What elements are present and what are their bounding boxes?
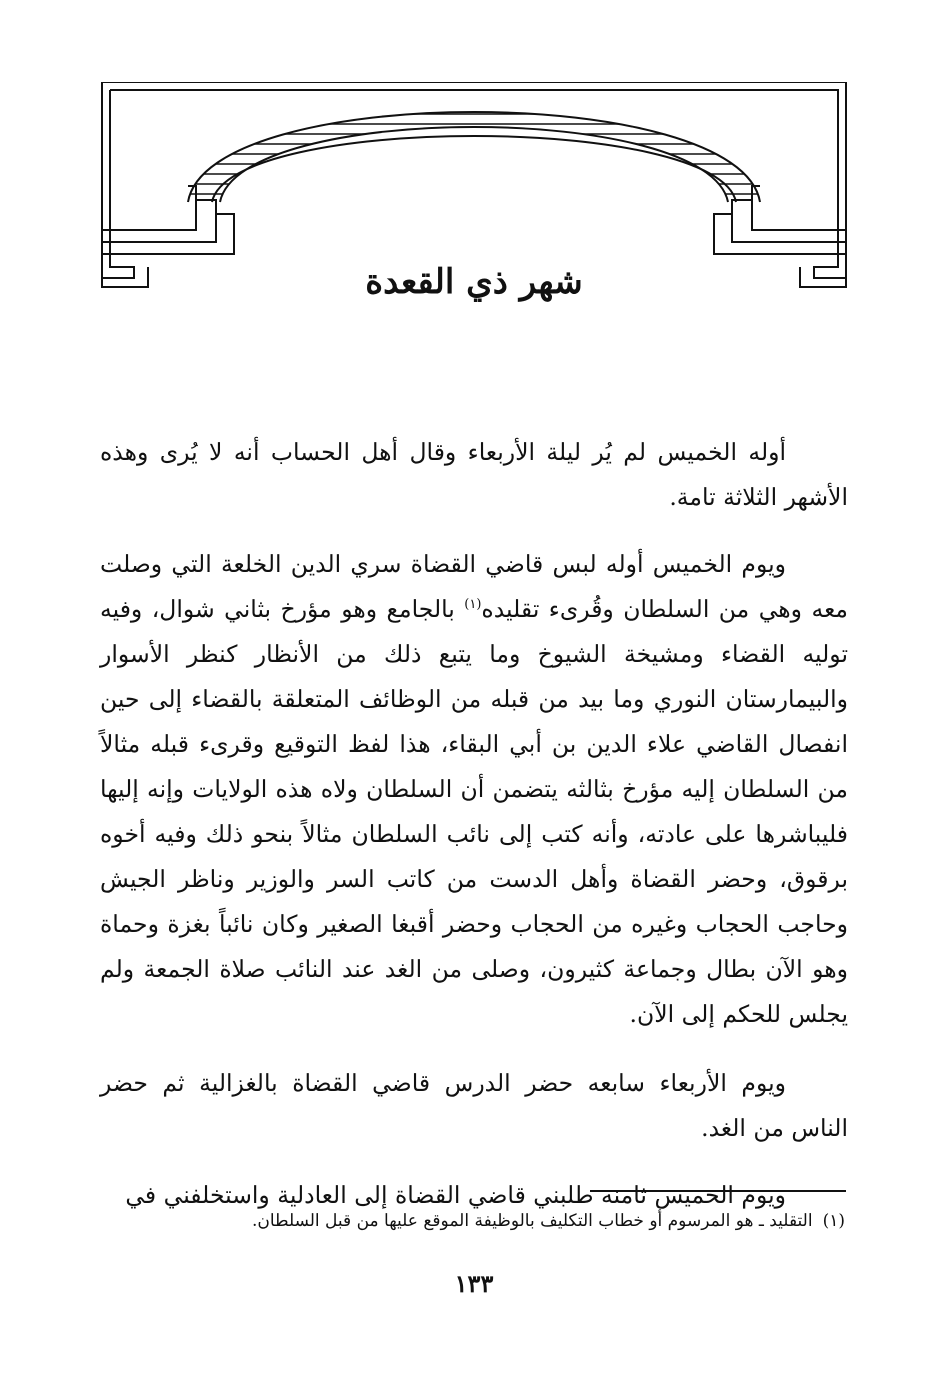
chapter-title: شهر ذي القعدة — [365, 262, 583, 302]
page-number: ١٣٣ — [454, 1269, 494, 1298]
paragraph-2-before-ref: ويوم الخميس أوله لبس قاضي القضاة سري الدين الخلعة التي وصلت معه وهي من السلطان وقُرىء تقليده — [100, 550, 848, 623]
footnote-text: التقليد ـ هو المرسوم أو خطاب التكليف بالوظيفة الموقع عليها من قبل السلطان. — [251, 1211, 813, 1231]
footnote — [100, 1206, 845, 1236]
paragraph-1: أوله الخميس لم يُر ليلة الأربعاء وقال أهل الحساب أنه لا يُرى وهذه الأشهر الثلاثة تامة. — [100, 438, 848, 511]
paragraph-4: ويوم الخميس ثامنه طلبني قاضي القضاة إلى العادلية واستخلفني في — [125, 1181, 786, 1209]
footnote-reference[interactable]: (١) — [464, 597, 482, 613]
paragraph-3: ويوم الأربعاء سابعه حضر الدرس قاضي القضاة بالغزالية ثم حضر الناس من الغد. — [100, 1069, 848, 1142]
paragraph-2 — [100, 542, 848, 1037]
body-text — [100, 430, 848, 1218]
paragraph-2-after-ref: بالجامع وهو مؤرخ بثاني شوال، وفيه توليه القضاء ومشيخة الشيوخ وما يتبع ذلك من الأنظار كنظر الأسوار والبيمارستان النوري وما بيد من قبله من الوظائف المتعلقة بالقضاء إلى حين انفصال القاضي علاء الدين بن أبي البقاء، هذا لفظ التوقيع وقرىء قبله مثالاً من السلطان إليه مؤرخ بثالثه يتضمن أن السلطان ولاه هذه الولايات وإنه إليها فليباشرها على عادته، وأنه كتب إلى نائب السلطان مثالاً بنحو ذلك وفيه أخوه برقوق، وحضر القضاة وأهل الدست من كاتب السر والوزير وناظر الجيش وحاجب الحجاب وغيره من الحجاب وحضر أقبغا الصغير وكان نائباً بغزة وحماة وهو الآن بطال وجماعة كثيرون، وصلى من الغد عند النائب صلاة الجمعة ولم يجلس للحكم إلى الآن. — [100, 595, 848, 1028]
footnote-divider — [590, 1190, 846, 1192]
footnote-number: (١) — [822, 1211, 845, 1231]
